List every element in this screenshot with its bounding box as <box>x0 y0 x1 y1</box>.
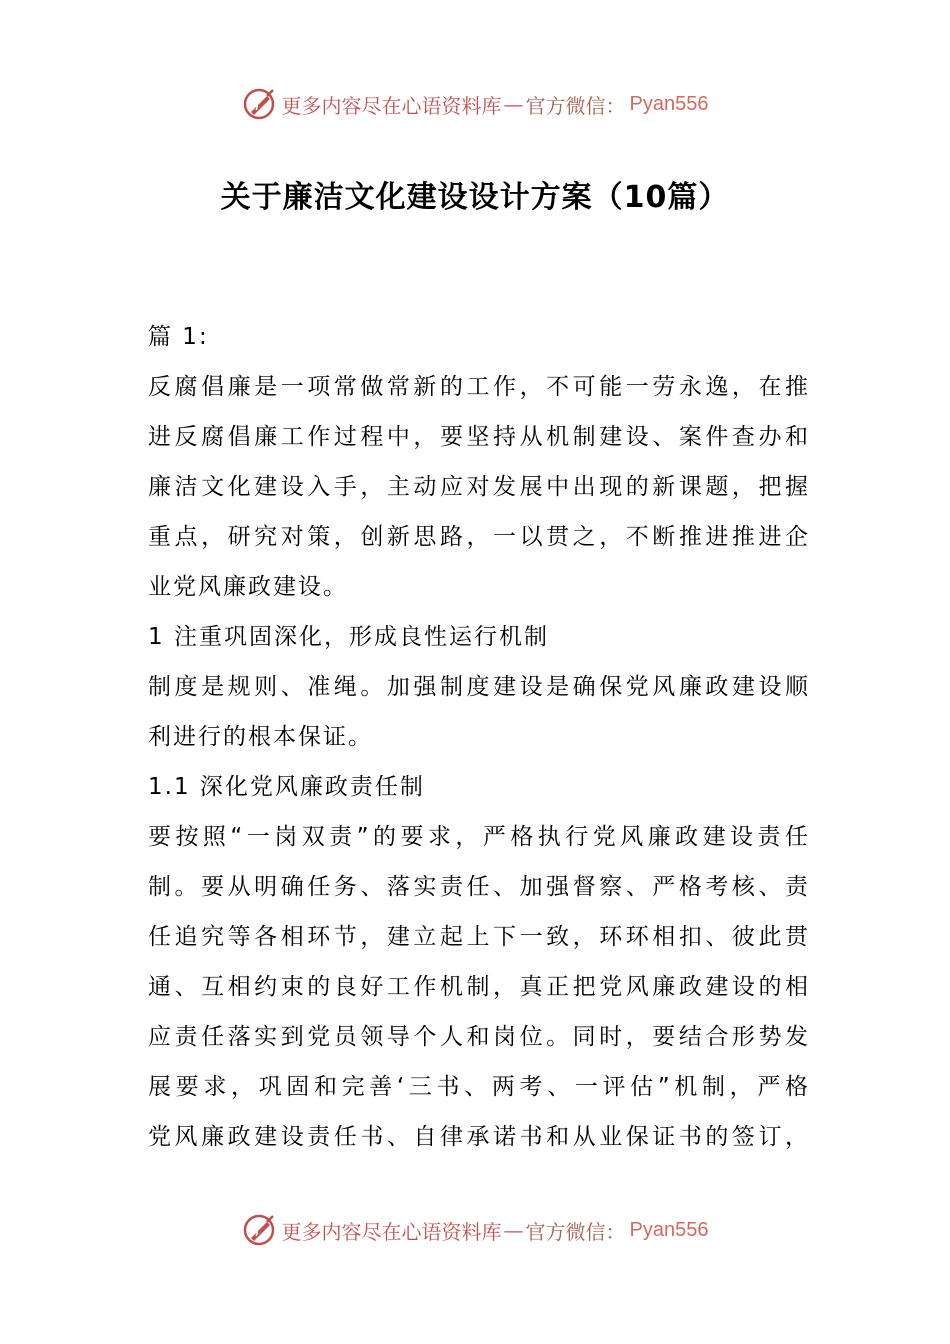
paragraph-line: 廉洁文化建设入手，主动应对发展中出现的新课题，把握 <box>148 474 808 500</box>
paragraph-line: 展要求，巩固和完善‘三书、两考、一评估”机制，严格 <box>148 1074 808 1100</box>
footer-banner-text: 更多内容尽在心语资料库 <box>281 1219 502 1244</box>
paragraph-line: 制度是规则、准绳。加强制度建设是确保党风廉政建设顺 <box>148 674 808 700</box>
footer-banner <box>0 1210 950 1250</box>
subheading: 1.1 深化党风廉政责任制 <box>148 774 425 800</box>
paragraph-line: 应责任落实到党员领导个人和岗位。同时，要结合形势发 <box>148 1024 808 1050</box>
paragraph-line: 要按照“一岗双责”的要求，严格执行党风廉政建设责任 <box>148 824 808 850</box>
header-banner-text: 更多内容尽在心语资料库 <box>281 93 502 118</box>
header-wechat-label: 官方微信： <box>525 93 626 118</box>
paragraph-line: 重点，研究对策，创新思路，一以贯之，不断推进推进企 <box>148 524 808 550</box>
paragraph-line: 通、互相约束的良好工作机制，真正把党风廉政建设的相 <box>148 974 808 1000</box>
paragraph-line: 利进行的根本保证。 <box>148 724 373 750</box>
quill-seal-logo-icon <box>242 1212 278 1248</box>
footer-banner-separator: — <box>503 1218 524 1242</box>
header-banner <box>0 84 950 124</box>
document-title: 关于廉洁文化建设设计方案（10篇） <box>220 180 730 215</box>
paragraph-line: 业党风廉政建设。 <box>148 574 348 600</box>
footer-wechat-label: 官方微信： <box>525 1219 626 1244</box>
paragraph-line: 制。要从明确任务、落实责任、加强督察、严格考核、责 <box>148 874 808 900</box>
subheading: 1 注重巩固深化，形成良性运行机制 <box>148 624 549 650</box>
header-wechat-id: Pyan556 <box>629 92 709 115</box>
document-body <box>148 312 808 1162</box>
paragraph-line: 党风廉政建设责任书、自律承诺书和从业保证书的签订， <box>148 1124 808 1150</box>
paragraph-line: 反腐倡廉是一项常做常新的工作，不可能一劳永逸，在推 <box>148 374 808 400</box>
quill-seal-logo-icon <box>242 86 278 122</box>
header-banner-separator: — <box>503 92 524 116</box>
footer-wechat-id: Pyan556 <box>629 1218 709 1241</box>
paragraph-line: 进反腐倡廉工作过程中，要坚持从机制建设、案件查办和 <box>148 424 808 450</box>
paragraph-line: 任追究等各相环节，建立起上下一致，环环相扣、彼此贯 <box>148 924 808 950</box>
section-heading: 篇 1: <box>148 324 209 350</box>
